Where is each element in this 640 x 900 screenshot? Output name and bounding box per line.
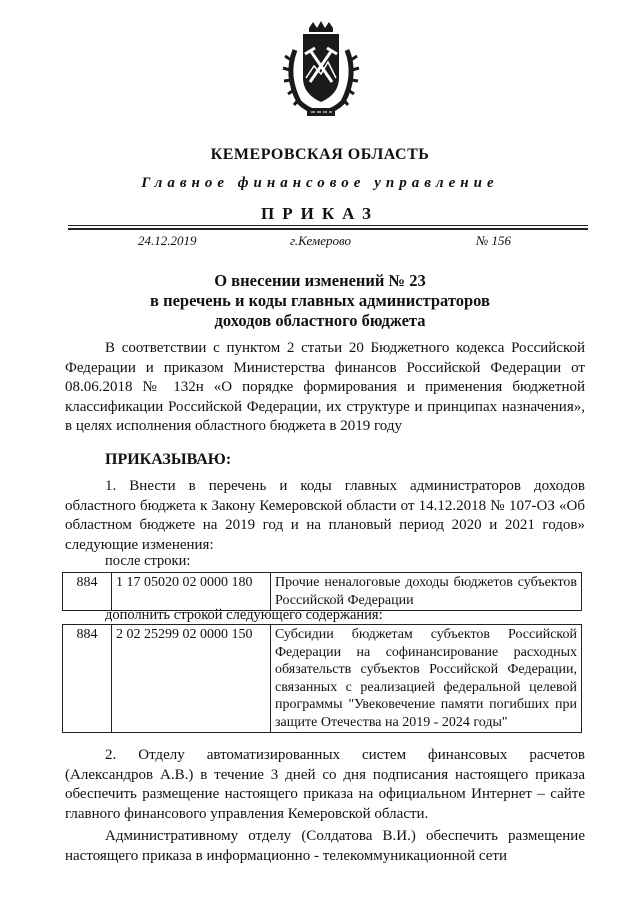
revenue-code-cell: 1 17 05020 02 0000 180 bbox=[112, 573, 271, 611]
existing-row-table bbox=[62, 572, 582, 611]
item-2-paragraph: 2. Отделу автоматизированных систем финансовых расчетов (Александров А.В.) в течение 3 дней со дня подписания настоящего приказа обеспечить размещение настоящего приказа на официальном Интернет – сайте главного финансового управления Кемеровской области. bbox=[65, 747, 585, 822]
header-rule-thick bbox=[68, 228, 588, 230]
order-directive: ПРИКАЗЫВАЮ: bbox=[105, 451, 232, 468]
after-row-label: после строки: bbox=[105, 553, 191, 569]
order-date: 24.12.2019 bbox=[138, 233, 197, 248]
revenue-code-cell: 2 02 25299 02 0000 150 bbox=[112, 625, 271, 733]
table-row bbox=[63, 625, 582, 733]
region-name: КЕМЕРОВСКАЯ ОБЛАСТЬ bbox=[210, 146, 430, 163]
add-row-label: дополнить строкой следующего содержания: bbox=[105, 607, 383, 623]
description-cell: Прочие неналоговые доходы бюджетов субъектов Российской Федерации bbox=[271, 573, 582, 611]
title-line-1: О внесении изменений № 23 bbox=[214, 271, 426, 290]
item-1-paragraph: 1. Внести в перечень и коды главных администраторов доходов областного бюджета к Закону Кемеровской области от 14.12.2018 № 107-ОЗ «Об областном бюджете на 2019 год и на плановый период 2020 и 2021 годов» следующие изменения: bbox=[65, 478, 585, 553]
order-title bbox=[0, 271, 640, 331]
kemerovo-coat-of-arms-icon bbox=[281, 20, 361, 120]
document-type: ПРИКАЗ bbox=[261, 204, 379, 223]
header-rule-thin bbox=[68, 225, 588, 226]
new-row-table bbox=[62, 624, 582, 733]
order-city: г.Кемерово bbox=[290, 233, 351, 248]
item-3-paragraph: Административному отделу (Солдатова В.И.) обеспечить размещение настоящего приказа в информационно - телекоммуникационной сети bbox=[65, 828, 585, 864]
admin-code-cell: 884 bbox=[63, 625, 112, 733]
title-line-2: в перечень и коды главных администраторов bbox=[150, 291, 490, 310]
order-number: № 156 bbox=[476, 233, 512, 248]
description-cell: Субсидии бюджетам субъектов Российской Федерации на софинансирование расходных обязательств субъектов Российской Федерации, связанных с реализацией федеральной целевой программы "Увековечение памяти погибших при защите Отечества на 2019 - 2024 годы" bbox=[271, 625, 582, 733]
preamble-paragraph: В соответствии с пунктом 2 статьи 20 Бюджетного кодекса Российской Федерации и приказом Министерства финансов Российской Федерации от 08.06.2018 № 132н «О порядке формирования и применения бюджетной классификации Российской Федерации, их структуре и принципах назначения», в целях исполнения областного бюджета в 2019 году bbox=[65, 340, 585, 434]
department-name: Главное финансовое управление bbox=[141, 175, 499, 191]
admin-code-cell: 884 bbox=[63, 573, 112, 611]
table-row bbox=[63, 573, 582, 611]
title-line-3: доходов областного бюджета bbox=[214, 311, 426, 330]
